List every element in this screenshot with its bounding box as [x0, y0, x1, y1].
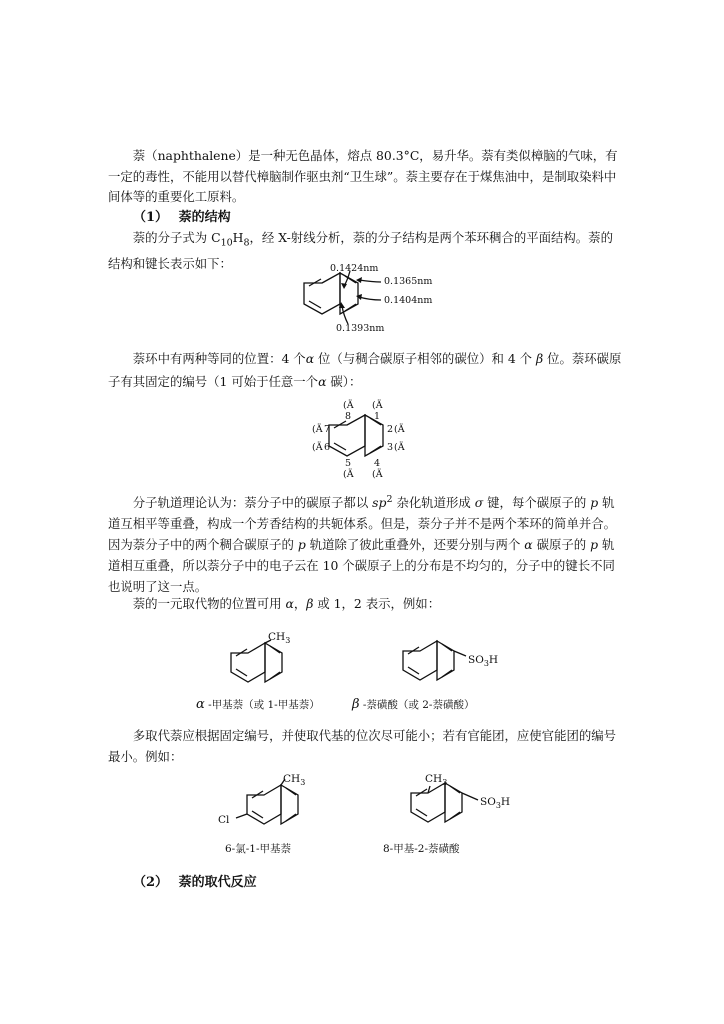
text-run: 萘的分子式为 C — [132, 230, 221, 245]
sigma-symbol: σ — [474, 495, 484, 511]
example2-label-right: 8-甲基-2-萘磺酸 — [383, 843, 460, 855]
text-run: 轨道互相平等重叠，构成一个芳香结构的共轭体系。但是，萘分子并不是两个苯环的简单并合。因为萘分子中的两个稠合碳原子的 — [108, 495, 617, 553]
ch3-label: $CH_3$ — [268, 631, 291, 645]
position-garble: (Ä — [312, 442, 323, 453]
text-run: 萘的一元取代物的位置可用 — [132, 596, 286, 611]
alpha-symbol: α — [285, 596, 294, 611]
sp-symbol: sp — [372, 495, 387, 511]
poly-substitution-paragraph: 多取代萘应根据固定编号，并使取代基的位次尽可能小；若有官能团，应使官能团的编号最小。例如： — [108, 728, 617, 764]
cl-label: Cl — [218, 814, 230, 826]
section-number: （2） — [133, 875, 169, 890]
section-title: 萘的取代反应 — [178, 875, 257, 890]
position-number-7: 7 — [324, 424, 331, 435]
superscript: 2 — [386, 494, 393, 505]
position-garble: (Ä — [312, 424, 323, 435]
position-number-6: 6 — [324, 442, 331, 453]
caption-text: -萘磺酸（或 2-萘磺酸） — [359, 699, 475, 711]
beta-symbol: β — [352, 697, 360, 712]
subscript: 10 — [220, 237, 233, 249]
text-run: 或 1，2 表示，例如： — [313, 596, 441, 611]
chloromethylnaphthalene-structure — [236, 779, 298, 824]
ch3-label: $CH_3$ — [283, 773, 306, 787]
position-garble: (Ä — [372, 469, 383, 480]
p-symbol: p — [590, 537, 599, 553]
text-run: 碳）： — [326, 374, 362, 389]
bond-label-r2: 0.1404nm — [384, 295, 433, 306]
text-run: 杂化轨道形成 — [392, 495, 475, 511]
beta-symbol: β — [535, 351, 544, 366]
alpha-symbol: α — [524, 537, 533, 553]
position-garble: (Ä — [394, 442, 405, 453]
caption-text: -甲基萘（或 1-甲基萘） — [204, 699, 320, 711]
section-heading-substitution — [133, 871, 257, 890]
so3h-label: $SO_3H$ — [468, 654, 499, 668]
position-number-3: 3 — [387, 442, 394, 453]
methylnaphthalenesulfonic-structure — [411, 783, 478, 822]
position-number-1: 1 — [374, 411, 381, 422]
text-run: 萘环中有两种等同的位置：4 个 — [132, 351, 306, 366]
text-run: 位。萘环碳原子有其固定的编号（1 可始于任意一个 — [108, 351, 622, 389]
p-symbol: p — [297, 537, 306, 553]
position-garble: (Ä — [394, 424, 405, 435]
text-run: 轨道除了彼此重叠外，还要分别与两个 — [305, 537, 525, 553]
text-run: 碳原子的 — [532, 537, 591, 553]
ch3-label: $CH_3$ — [425, 773, 448, 787]
intro-paragraph: 萘（naphthalene）是一种无色晶体，熔点 80.3°C，易升华。萘有类似樟脑的气味，有一定的毒性，不能用以替代樟脑制作驱虫剂“卫生球”。萘主要存在于煤焦油中，是制取染料中间体等的重要化工原料。 — [108, 148, 618, 204]
text-run: ， — [293, 596, 307, 611]
so3h-label: $SO_3H$ — [480, 796, 511, 810]
example2-label-left: 6-氯-1-甲基萘 — [225, 843, 292, 855]
p-symbol: p — [590, 495, 599, 511]
alpha-symbol: α — [196, 697, 205, 712]
text-run: 键，每个碳原子的 — [483, 495, 591, 511]
bond-label-r1: 0.1365nm — [384, 276, 433, 287]
alpha-symbol: α — [305, 351, 315, 366]
position-garble: (Ä — [343, 469, 354, 480]
position-garble: (Ä — [372, 400, 383, 411]
text-run: 轨道相互重叠，所以萘分子中的电子云在 10 个碳原子上的分布是不均匀的，分子中的键长不同也说明了这一点。 — [108, 537, 615, 595]
bond-label-top: 0.1424nm — [330, 263, 379, 274]
alpha-symbol: α — [318, 374, 327, 389]
position-garble: (Ä — [343, 400, 354, 411]
position-number-5: 5 — [345, 458, 352, 469]
bond-label-bottom: 0.1393nm — [336, 323, 385, 334]
beta-symbol: β — [306, 596, 314, 611]
position-number-2: 2 — [387, 424, 394, 435]
text-run: ，经 X-射线分析，萘的分子结构是两个苯环稠合的平面结构。萘的结构和键长表示如下： — [108, 230, 613, 271]
position-number-4: 4 — [374, 458, 381, 469]
section-title: 萘的结构 — [178, 210, 231, 225]
section-number: （1） — [133, 210, 169, 225]
text-run: H — [232, 230, 244, 245]
text-run: 分子轨道理论认为：萘分子中的碳原子都以 — [132, 495, 373, 511]
position-number-8: 8 — [345, 411, 352, 422]
text-run: 位（与稠合碳原子相邻的碳位）和 4 个 — [314, 351, 536, 366]
subscript: 8 — [243, 237, 250, 249]
